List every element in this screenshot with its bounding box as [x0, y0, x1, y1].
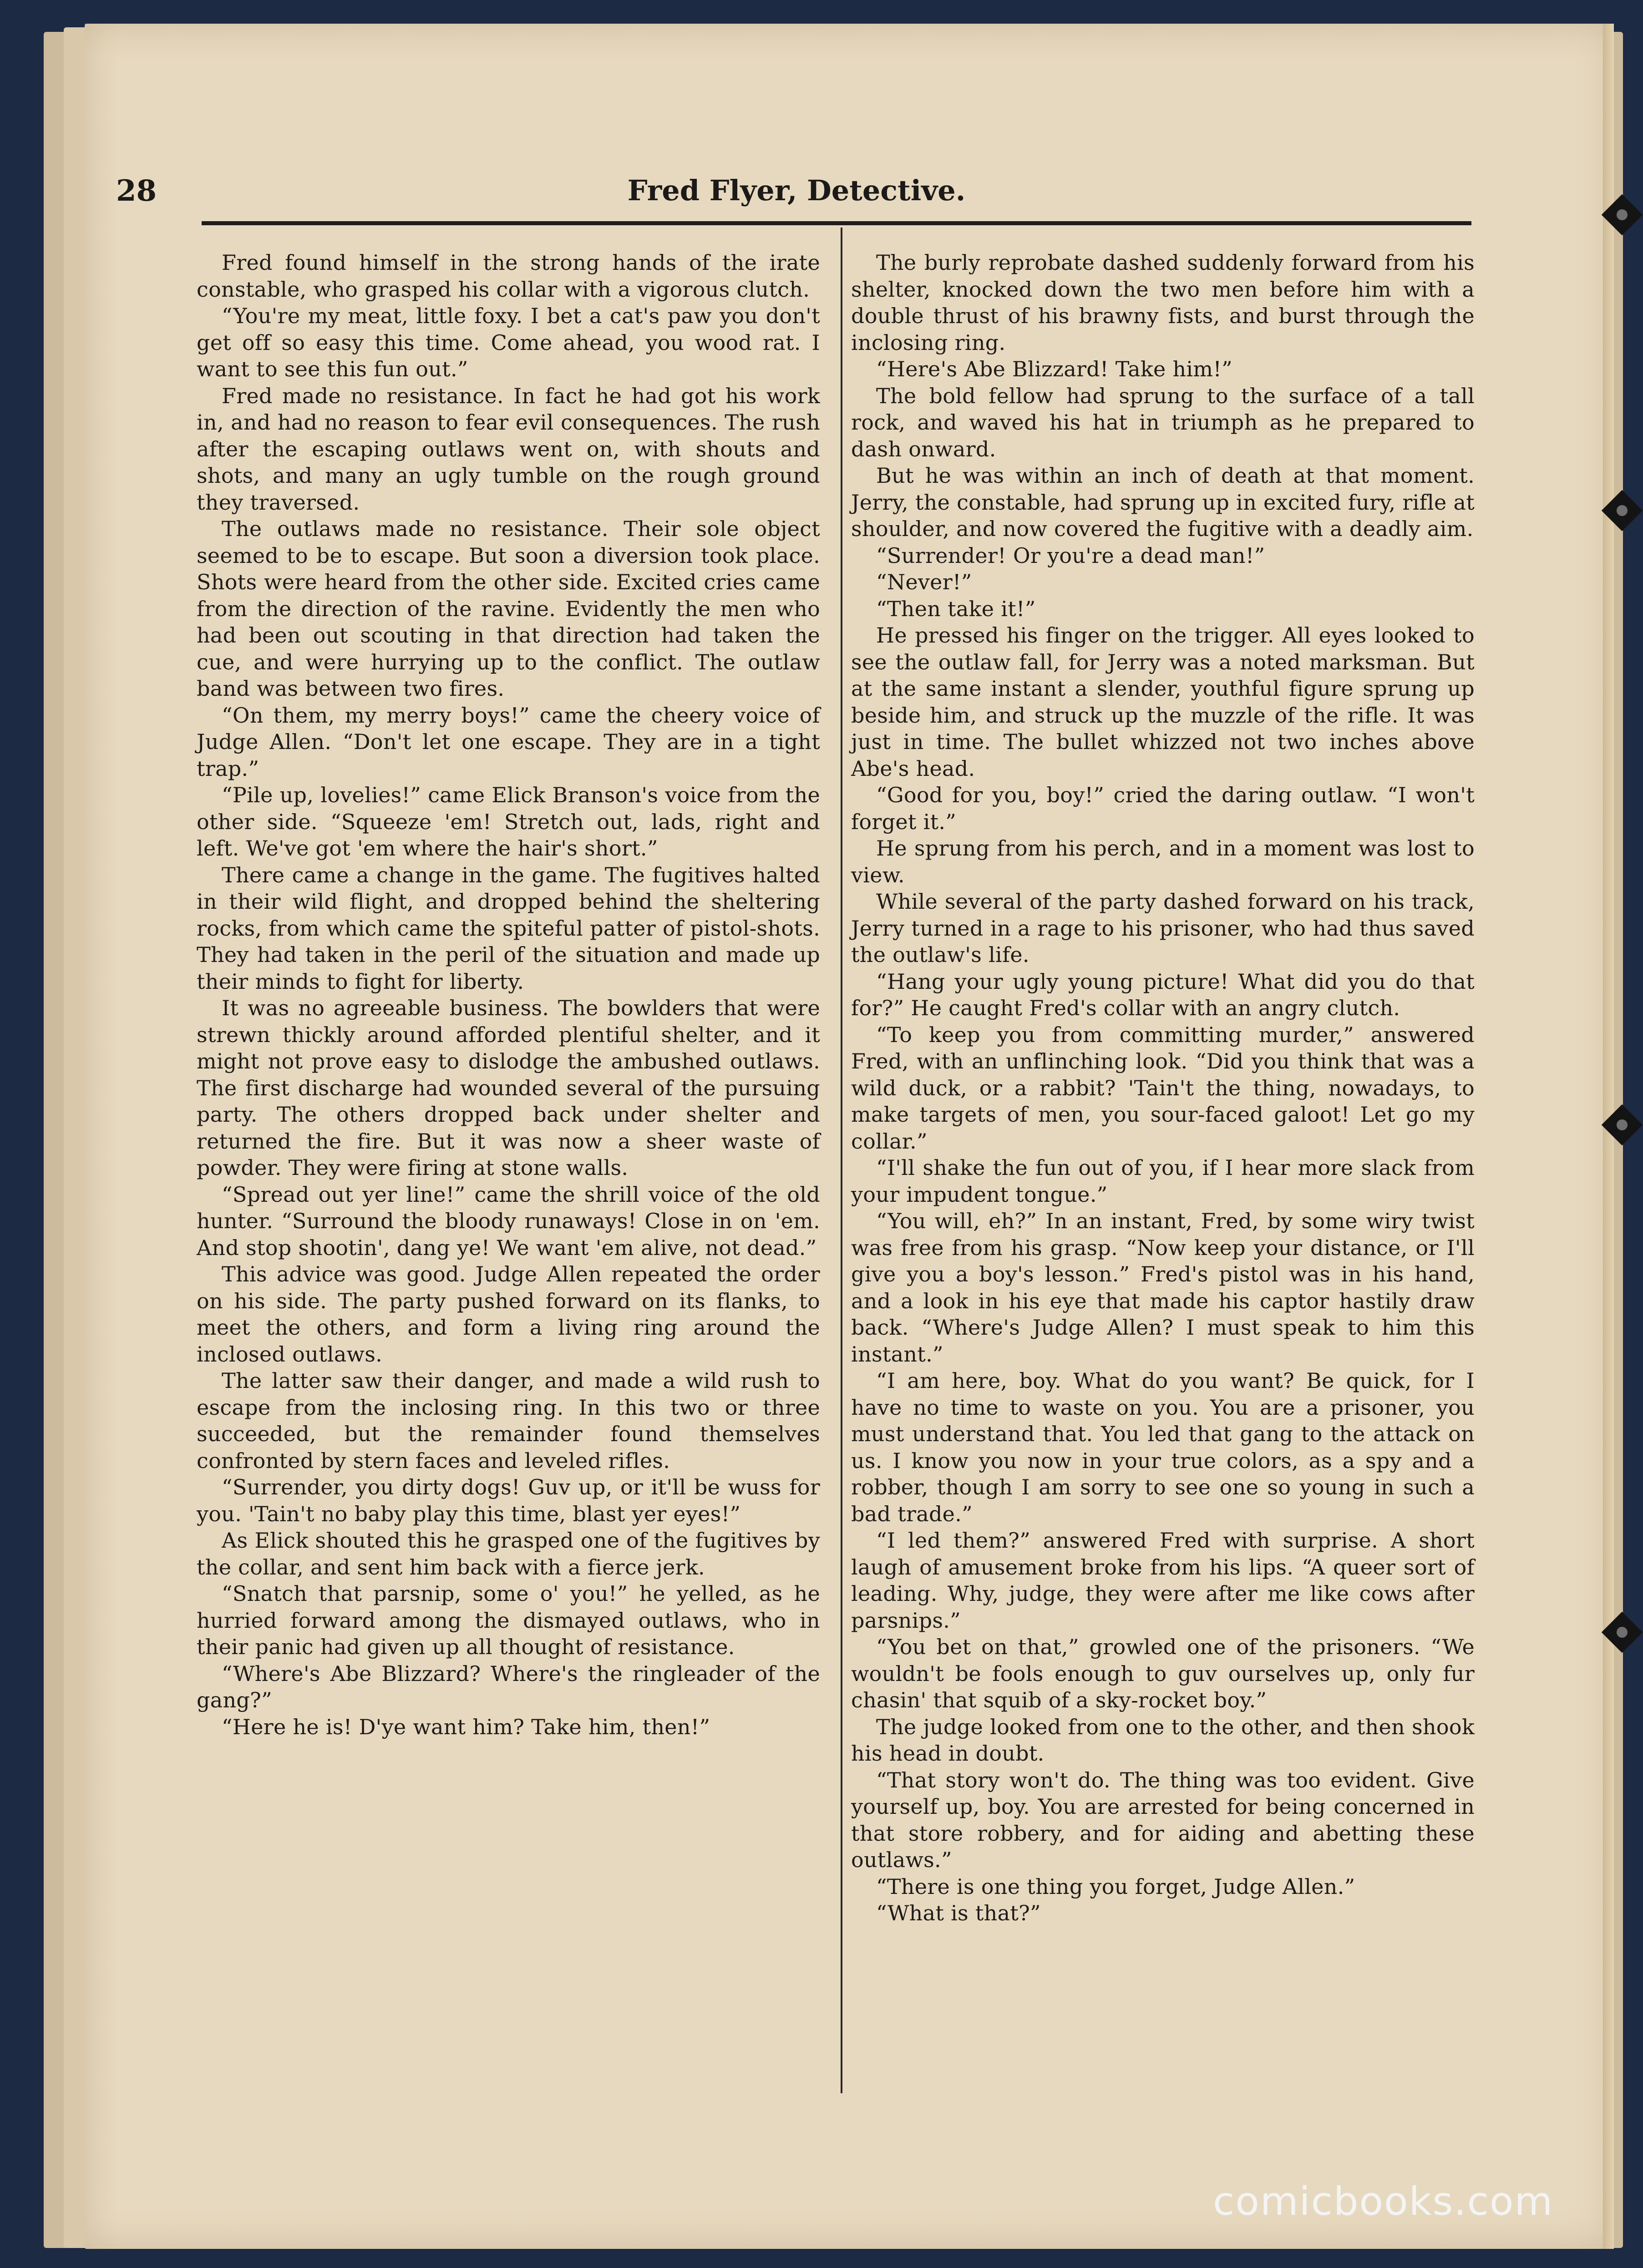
paragraph: “That story won't do. The thing was too evident. Give yourself up, boy. You are arrested for being concerned in that store robbery, and for aiding and abetting these outlaws.”: [851, 1767, 1475, 1872]
paragraph: The latter saw their danger, and made a wild rush to escape from the inclosing ring. In this two or three succeeded, but the remainder found themselves confronted by stern faces and leveled rifles.: [197, 1368, 820, 1473]
paragraph: “Snatch that parsnip, some o' you!” he yelled, as he hurried forward among the dismayed outlaws, who in their panic had given up all thought of resistance.: [197, 1581, 820, 1659]
paragraph: “I am here, boy. What do you want? Be quick, for I have no time to waste on you. You are a prisoner, you must understand that. You led that gang to the attack on us. I know you now in your true colors, as a spy and a robber, though I am sorry to see one so young in such a bad trade.”: [851, 1368, 1475, 1526]
paragraph: Fred made no resistance. In fact he had got his work in, and had no reason to fear evil consequences. The rush after the escaping outlaws went on, with shouts and shots, and many an ugly tumble on the rough ground they traversed.: [197, 383, 820, 515]
page-edge: [1603, 24, 1614, 2249]
paragraph: “Then take it!”: [876, 596, 1036, 621]
paragraph: The outlaws made no resistance. Their sole object seemed to be to escape. But soon a diversion took place. Shots were heard from the other side. Excited cries came from the direction of the ravine. Evidently the men who had been out scouting in that direction had taken the cue, and were hurrying up to the conflict. The outlaw band was between two fires.: [197, 516, 820, 701]
paragraph: “On them, my merry boys!” came the cheery voice of Judge Allen. “Don't let one escape. They are in a tight trap.”: [197, 703, 820, 781]
page-header: [116, 174, 1477, 215]
paragraph: “Good for you, boy!” cried the daring outlaw. “I won't forget it.”: [851, 783, 1475, 834]
paragraph: “What is that?”: [876, 1901, 1041, 1925]
paragraph: “Here's Abe Blizzard! Take him!”: [876, 357, 1232, 381]
paragraph: “Surrender, you dirty dogs! Guv up, or it'll be wuss for you. 'Tain't no baby play this time, blast yer eyes!”: [197, 1475, 820, 1526]
paragraph: “You're my meat, little foxy. I bet a cat's paw you don't get off so easy this time. Come ahead, you wood rat. I want to see this fun out.”: [197, 304, 820, 381]
paragraph: He pressed his finger on the trigger. All eyes looked to see the outlaw fall, for Jerry was a noted marksman. But at the same instant a slender, youthful figure sprung up beside him, and struck up the muzzle of the rifle. It was just in time. The bullet whizzed not two inches above Abe's head.: [851, 623, 1475, 781]
paragraph: While several of the party dashed forward on his track, Jerry turned in a rage to his prisoner, who had thus saved the outlaw's life.: [851, 889, 1475, 967]
paragraph: “Surrender! Or you're a dead man!”: [876, 543, 1265, 568]
paragraph: It was no agreeable business. The bowlders that were strewn thickly around afforded plentiful shelter, and it might not prove easy to dislodge the ambushed outlaws. The first discharge had wounded several of the pursuing party. The others dropped back under shelter and returned the fire. But it was now a sheer waste of powder. They were firing at stone walls.: [197, 996, 820, 1180]
left-column: [197, 249, 820, 1740]
paragraph: As Elick shouted this he grasped one of the fugitives by the collar, and sent him back with a fierce jerk.: [197, 1528, 820, 1580]
paragraph: “I'll shake the fun out of you, if I hear more slack from your impudent tongue.”: [851, 1155, 1475, 1207]
paragraph: Fred found himself in the strong hands of the irate constable, who grasped his collar with a vigorous clutch.: [197, 250, 820, 302]
column-divider: [841, 228, 842, 2093]
paragraph: “Spread out yer line!” came the shrill voice of the old hunter. “Surround the bloody runaways! Close in on 'em. And stop shootin', dang ye! We want 'em alive, not dead.”: [197, 1182, 820, 1260]
page-number: 28: [116, 174, 157, 208]
paragraph: The bold fellow had sprung to the surface of a tall rock, and waved his hat in triumph as he prepared to dash onward.: [851, 383, 1475, 461]
paragraph: “You bet on that,” growled one of the prisoners. “We wouldn't be fools enough to guv ourselves up, only fur chasin' that squib of a sky-rocket boy.”: [851, 1635, 1475, 1712]
paragraph: “Hang your ugly young picture! What did you do that for?” He caught Fred's collar with an angry clutch.: [851, 969, 1475, 1020]
paragraph: “Never!”: [876, 570, 972, 594]
paragraph: The burly reprobate dashed suddenly forward from his shelter, knocked down the two men before him with a double thrust of his brawny fists, and burst through the inclosing ring.: [851, 250, 1475, 355]
paragraph: The judge looked from one to the other, and then shook his head in doubt.: [851, 1714, 1475, 1766]
paragraph: He sprung from his perch, and in a moment was lost to view.: [851, 836, 1475, 887]
running-head: Fred Flyer, Detective.: [627, 174, 966, 207]
paragraph: “Pile up, lovelies!” came Elick Branson's voice from the other side. “Squeeze 'em! Stretch out, lads, right and left. We've got 'em where the hair's short.”: [197, 783, 820, 861]
paragraph: “I led them?” answered Fred with surprise. A short laugh of amusement broke from his lips. “A queer sort of leading. Why, judge, they were after me like cows after parsnips.”: [851, 1528, 1475, 1633]
paragraph: “There is one thing you forget, Judge Allen.”: [876, 1874, 1355, 1899]
right-column: [851, 249, 1475, 1927]
paragraph: There came a change in the game. The fugitives halted in their wild flight, and dropped behind the sheltering rocks, from which came the spiteful patter of pistol-shots. They had taken in the peril of the situation and made up their minds to fight for liberty.: [197, 862, 820, 994]
header-rule: [202, 221, 1471, 225]
paragraph: But he was within an inch of death at that moment. Jerry, the constable, had sprung up in excited fury, rifle at shoulder, and now covered the fugitive with a deadly aim.: [851, 463, 1475, 541]
paragraph: “You will, eh?” In an instant, Fred, by some wiry twist was free from his grasp. “Now keep your distance, or I'll give you a boy's lesson.” Fred's pistol was in his hand, and a look in his eye that made his captor hastily draw back. “Where's Judge Allen? I must speak to him this instant.”: [851, 1209, 1475, 1367]
paragraph: “To keep you from committing murder,” answered Fred, with an unflinching look. “Did you think that was a wild duck, or a rabbit? 'Tain't the thing, nowadays, to make targets of men, you sour-faced galoot! Let go my collar.”: [851, 1022, 1475, 1154]
watermark: comicbooks.com: [1213, 2179, 1554, 2224]
paragraph: “Here he is! D'ye want him? Take him, then!”: [222, 1714, 710, 1739]
paragraph: This advice was good. Judge Allen repeated the order on his side. The party pushed forward on its flanks, to meet the others, and form a living ring around the inclosed outlaws.: [197, 1262, 820, 1367]
paragraph: “Where's Abe Blizzard? Where's the ringleader of the gang?”: [197, 1661, 820, 1712]
